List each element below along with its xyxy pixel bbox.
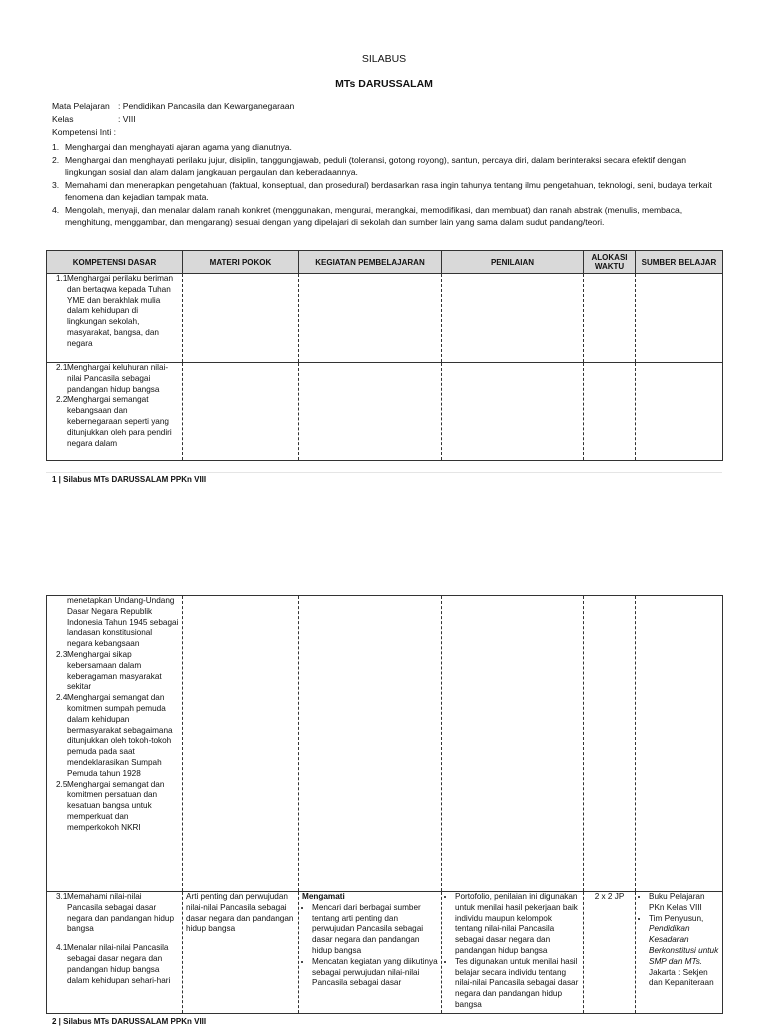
header-materi: MATERI POKOK	[183, 251, 299, 274]
meta-key: Mata Pelajaran	[52, 101, 110, 111]
kegiatan-cell	[299, 596, 442, 892]
kd-item: 3.1 Memahami nilai-nilai Pancasila sebagai dasar negara dan pandangan hidup bangsa	[56, 892, 174, 934]
document-title: SILABUS	[361, 53, 407, 65]
materi-cell	[183, 363, 299, 461]
penilaian-cell	[442, 892, 584, 1014]
alokasi-cell	[584, 363, 636, 461]
table-row	[47, 363, 723, 461]
ki-item: 4. Mengolah, menyaji, dan menalar dalam ranah konkret (menggunakan, mengurai, merangkai, memodifikasi, dan membuat) dan ranah abstrak (menulis, membaca, menghitung, menggambar, dan mengarang) sesuai dengan yang dipelajari di sekolah dan sumber lain yang sama dalam sudut pandang/teori.	[52, 205, 683, 227]
alokasi-cell: 2 x 2 JP	[584, 892, 636, 1014]
kd-cell	[47, 892, 183, 1014]
header-kd: KOMPETENSI DASAR	[47, 251, 183, 274]
header-alokasi: ALOKASI WAKTU	[584, 251, 636, 274]
list-item: • Buku Pelajaran PKn Kelas VIII	[649, 892, 719, 914]
meta-value: : VIII	[118, 114, 136, 124]
meta-value: :	[113, 127, 117, 137]
materi-cell	[183, 596, 299, 892]
syllabus-table-page2	[46, 595, 723, 1014]
kd-item: 2.4 Menghargai semangat dan komitmen sumpah pemuda dalam kehidupan bermasyarakat sebagaimana ditunjukkan oleh tokoh-tokoh pemuda pada saat mendeklarasikan Sumpah Pemuda tahun 1928	[56, 693, 173, 778]
materi-cell	[183, 274, 299, 363]
penilaian-cell	[442, 274, 584, 363]
sumber-cell	[636, 892, 723, 1014]
table-row	[47, 596, 723, 892]
page-footer: 2 | Silabus MTs DARUSSALAM PPKn VIII	[52, 1017, 207, 1026]
list-item: • Tim Penyusun, Pendidikan Kesadaran Berkonstitusi untuk SMP dan MTs. Jakarta : Sekjen dan Kepaniteraan	[649, 914, 719, 990]
table-header-row	[47, 251, 723, 274]
kegiatan-heading: Mengamati	[302, 892, 345, 901]
kd-continuation: menetapkan Undang-Undang Dasar Negara Republik Indonesia Tahun 1945 sebagai landasan konstitusional negara kebangsaan	[67, 596, 179, 649]
footer-divider	[46, 472, 722, 473]
page-footer: 1 | Silabus MTs DARUSSALAM PPKn VIII	[52, 475, 207, 484]
table-row	[47, 274, 723, 363]
meta-class	[52, 113, 136, 126]
ki-item: 2. Menghargai dan menghayati perilaku jujur, disiplin, tanggungjawab, peduli (toleransi, gotong royong), santun, percaya diri, dalam berinteraksi secara efektif dengan lingkungan sosial dan alam dalam jangkauan pergaulan dan keberadaannya.	[52, 155, 687, 177]
kegiatan-list	[302, 903, 438, 989]
header-penilaian: PENILAIAN	[442, 251, 584, 274]
list-item: • Tes digunakan untuk menilai hasil belajar secara individu tentang nilai-nilai Pancasila sebagai dasar negara dan pandangan hidup bangsa	[455, 957, 580, 1011]
kd-item: 2.5 Menghargai semangat dan komitmen persatuan dan kesatuan bangsa untuk memperkuat dan memperkokoh NKRI	[56, 779, 165, 832]
sumber-list	[639, 892, 719, 989]
kegiatan-cell	[299, 274, 442, 363]
list-item: • Mencatan kegiatan yang diikutinya sebagai perwujudan nilai-nilai Pancasila sebagai dasar	[312, 957, 438, 989]
penilaian-cell	[442, 363, 584, 461]
header-sumber: SUMBER BELAJAR	[636, 251, 723, 274]
penilaian-cell	[442, 596, 584, 892]
meta-ki	[52, 126, 116, 139]
alokasi-cell	[584, 274, 636, 363]
kompetensi-inti-list	[52, 141, 722, 229]
kd-item: 2.3 Menghargai sikap kebersamaan dalam keberagaman masyarakat sekitar	[56, 649, 162, 692]
penilaian-list	[445, 892, 580, 1011]
kd-item: 4.1 Menalar nilai-nilai Pancasila sebagai dasar negara dan pandangan hidup bangsa dalam kehidupan sehari-hari	[56, 943, 171, 985]
kegiatan-cell	[299, 363, 442, 461]
meta-subject	[52, 100, 294, 113]
table-row	[47, 892, 723, 1014]
kd-item: 1.1 Menghargai perilaku beriman dan bertaqwa kepada Tuhan YME dan berakhlak mulia dalam kehidupan di lingkungan sekolah, masyarakat, bangsa, dan negara	[56, 274, 174, 348]
sumber-cell	[636, 274, 723, 363]
meta-value: : Pendidikan Pancasila dan Kewarganegaraan	[118, 101, 295, 111]
kd-cell	[47, 363, 183, 461]
ki-item: 3. Memahami dan menerapkan pengetahuan (faktual, konseptual, dan prosedural) berdasarkan rasa ingin tahunya tentang ilmu pengetahuan, teknologi, seni, budaya terkait fenomena dan kejadian tampak mata.	[52, 180, 712, 202]
sumber-cell	[636, 596, 723, 892]
syllabus-table-page1	[46, 250, 723, 461]
list-item: • Mencari dari berbagai sumber tentang arti penting dan perwujudan Pancasila sebagai dasar negara dan pandangan hidup bangsa	[312, 903, 438, 957]
meta-key: Kelas	[52, 114, 74, 124]
kd-cell	[47, 596, 183, 892]
sumber-cell	[636, 363, 723, 461]
ki-item: 1. Menghargai dan menghayati ajaran agama yang dianutnya.	[52, 142, 292, 152]
kd-item: 2.2 Menghargai semangat kebangsaan dan kebernegaraan seperti yang ditunjukkan oleh para pendiri negara dalam	[56, 395, 172, 448]
header-kegiatan: KEGIATAN PEMBELAJARAN	[299, 251, 442, 274]
kd-item: 2.1 Menghargai keluhuran nilai-nilai Pancasila sebagai pandangan hidup bangsa	[56, 363, 169, 394]
list-item: • Portofolio, penilaian ini digunakan untuk menilai hasil pekerjaan baik individu maupun kelompok tentang nilai-nilai Pancasila sebagai dasar negara dan pandangan hidup bangsa	[455, 892, 580, 957]
kegiatan-cell	[299, 892, 442, 1014]
materi-cell: Arti penting dan perwujudan nilai-nilai Pancasila sebagai dasar negara dan pandangan hidup bangsa	[183, 892, 299, 1014]
alokasi-cell	[584, 596, 636, 892]
school-name: MTs DARUSSALAM	[335, 78, 433, 90]
meta-key: Kompetensi Inti	[52, 127, 112, 137]
kd-cell	[47, 274, 183, 363]
